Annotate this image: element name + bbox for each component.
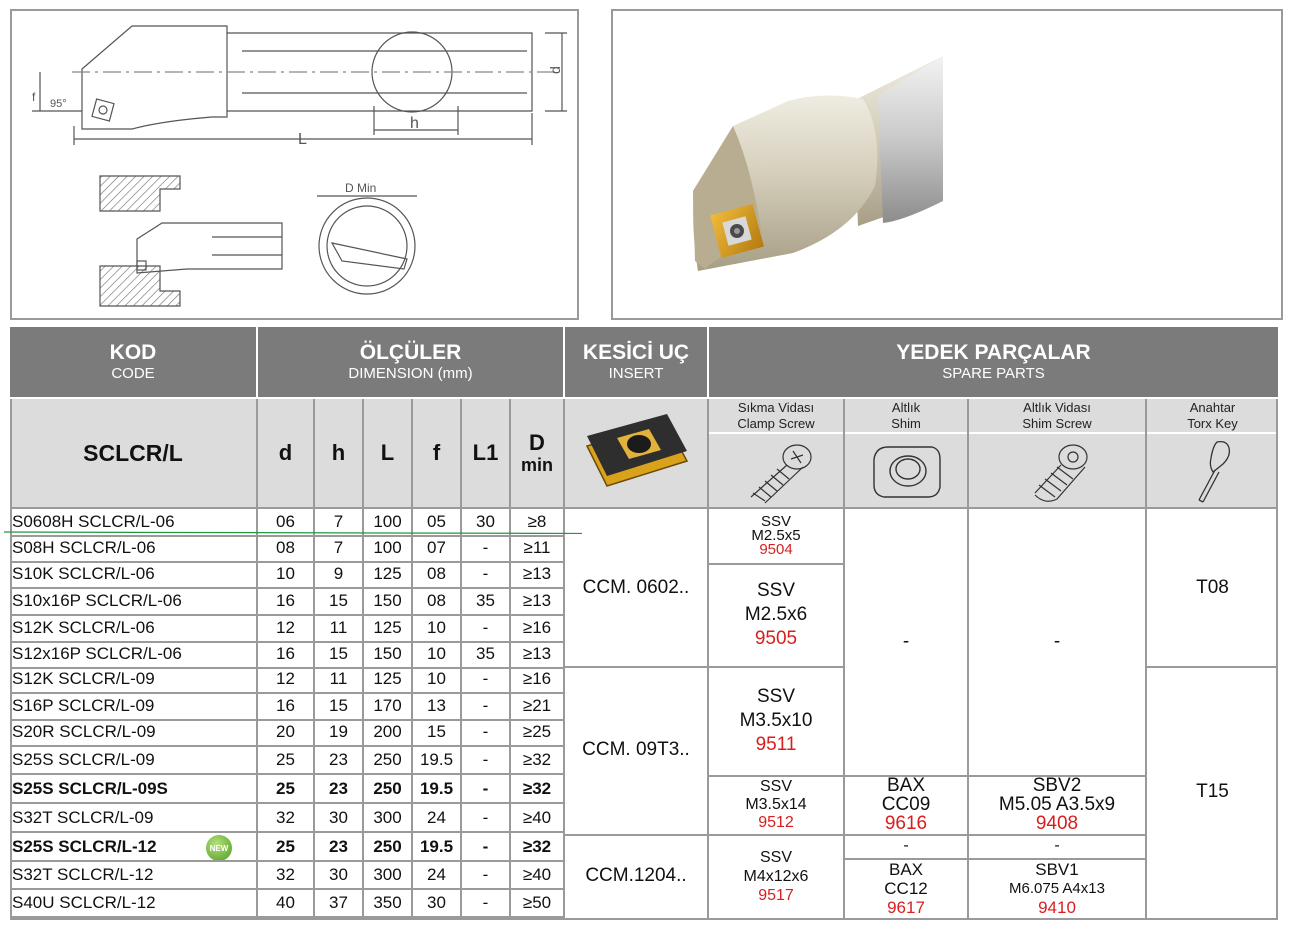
row-h: 23 [329,779,348,798]
shim-screw-cell [969,775,1145,834]
row-code: S32T SCLCR/L-09 [12,808,154,827]
row-code: S25S SCLCR/L-09 [12,750,155,769]
tool-photo-panel [611,9,1283,320]
row-dmin: ≥32 [522,750,552,769]
row-dmin: ≥25 [522,722,552,741]
row-l1: 35 [476,644,495,663]
clamp-screw-cell [709,834,843,918]
header-dimensions-title: ÖLÇÜLER [359,341,462,364]
row-f: 13 [427,696,446,715]
row-f: 24 [427,865,446,884]
row-code: S20R SCLCR/L-09 [12,722,156,741]
row-l: 125 [373,669,402,688]
row-l1: - [482,750,489,769]
highlight-underline [4,531,582,534]
row-l: 150 [373,591,402,610]
shim-screw-header-en: Shim Screw [1022,415,1092,431]
row-l: 125 [373,564,402,583]
shim-screw-cell [969,509,1145,775]
row-h: 7 [333,538,344,557]
row-h: 19 [329,722,348,741]
row-d: 20 [276,722,295,741]
shim-screw-icon [1017,437,1097,505]
clamp-screw-header [709,399,843,432]
row-d: 10 [276,564,295,583]
shim-image [845,434,967,507]
clamp-screw-cell-size: M2.5x6 [744,603,808,625]
row-h: 7 [333,512,344,531]
new-badge-icon: NEW [206,835,232,861]
row-f: 08 [427,564,446,583]
row-d: 08 [276,538,295,557]
row-code: S12K SCLCR/L-06 [12,618,155,637]
row-dmin: ≥13 [522,591,552,610]
row-l1: - [482,618,489,637]
header-kod-title: KOD [109,341,157,364]
col-L: L [364,399,411,507]
clamp-screw-cell-name: SSV [759,848,792,866]
insert-code: CCM. 0602.. [582,576,690,598]
row-d: 25 [276,750,295,769]
row-d: 25 [276,779,295,798]
row-l: 300 [373,865,402,884]
shim-screw-cell-name: SBV1 [1035,859,1079,879]
row-dmin: ≥21 [522,696,552,715]
row-dmin: ≥32 [522,779,552,798]
col-f: f [413,399,460,507]
torx-key-icon [1183,436,1243,506]
row-h: 23 [329,837,348,856]
row-d: 25 [276,837,295,856]
col-h: h [315,399,362,507]
row-dmin: ≥16 [522,618,552,637]
clamp-screw-cell-code: 9511 [755,733,797,755]
clamp-screw-cell-code: 9512 [758,813,794,831]
row-dmin: ≥40 [522,865,552,884]
torx-key-header [1147,399,1278,432]
clamp-screw-cell-size: M2.5x5 [751,527,801,544]
row-l: 200 [373,722,402,741]
header-spare-parts-sub: SPARE PARTS [942,365,1045,382]
series-name: SCLCR/L [10,399,256,507]
header-kod [10,327,256,397]
row-code: S16P SCLCR/L-09 [12,696,155,715]
torx-key-header-en: Torx Key [1187,415,1238,431]
header-insert [565,327,707,397]
row-l: 100 [373,538,402,557]
row-f: 19.5 [419,837,454,856]
row-dmin: ≥13 [522,564,552,583]
shim-screw-cell-size: M5.05 A3.5x9 [998,794,1116,815]
row-f: 07 [427,538,446,557]
row-l1: - [482,893,489,912]
torx-key-image [1147,434,1278,507]
row-l: 300 [373,808,402,827]
row-d: 32 [276,808,295,827]
row-f: 08 [427,591,446,610]
row-h: 30 [329,808,348,827]
row-h: 9 [333,564,344,583]
shim-cell-value: - [903,837,909,854]
shim-screw-cell-value: - [1054,837,1060,854]
clamp-screw-cell-size: M3.5x10 [739,709,813,731]
shim-header-en: Shim [891,415,921,431]
shim-cell-code: 9617 [887,897,925,917]
insert-icon [579,406,694,501]
clamp-screw-image [709,434,843,507]
row-f: 15 [427,722,446,741]
row-code: S12x16P SCLCR/L-06 [12,644,182,663]
torx-key-code: T15 [1196,781,1229,802]
row-l: 100 [373,512,402,531]
boring-bar-photo [613,11,1281,318]
row-f: 05 [427,512,446,531]
row-d: 16 [276,644,295,663]
clamp-screw-header-en: Clamp Screw [737,415,815,431]
clamp-screw-cell-name: SSV [760,513,791,530]
row-f: 10 [427,669,446,688]
row-d: 12 [276,618,295,637]
row-l1: 30 [476,512,495,531]
header-spare-parts-title: YEDEK PARÇALAR [896,341,1091,364]
row-dmin: ≥50 [522,893,552,912]
row-code: S0608H SCLCR/L-06 [12,512,175,531]
insert-code: CCM. 09T3.. [582,739,690,760]
row-l: 170 [373,696,402,715]
header-insert-sub: INSERT [608,365,664,382]
row-l1: - [482,564,489,583]
row-f: 19.5 [419,779,454,798]
row-code: S10K SCLCR/L-06 [12,564,155,583]
shim-screw-cell [969,834,1145,858]
row-f: 19.5 [419,750,454,769]
row-l1: - [482,696,489,715]
col-dmin-top: D [529,430,545,455]
clamp-screw-cell-name: SSV [756,685,796,707]
row-f: 10 [427,618,446,637]
row-code: S40U SCLCR/L-12 [12,893,156,912]
row-dmin: ≥32 [522,837,552,856]
row-dmin: ≥8 [527,512,547,531]
clamp-screw-icon [731,437,821,505]
clamp-screw-cell [709,775,843,834]
row-code: S10x16P SCLCR/L-06 [12,591,182,610]
row-l1: - [482,779,489,798]
row-l1: - [482,808,489,827]
row-l1: - [482,722,489,741]
shim-cell [845,509,967,775]
row-f: 24 [427,808,446,827]
row-d: 12 [276,669,295,688]
header-insert-title: KESİCİ UÇ [582,341,690,364]
row-l: 125 [373,618,402,637]
row-d: 32 [276,865,295,884]
clamp-screw-cell-size: M4x12x6 [743,867,809,885]
row-h: 30 [329,865,348,884]
row-code: S08H SCLCR/L-06 [12,538,156,557]
col-dmin [511,399,563,507]
shim-cell [845,834,967,858]
header-dimensions-sub: DIMENSION (mm) [348,365,473,382]
insert-image-cell [565,399,707,507]
dim-dmin-label: D Min [345,181,377,195]
clamp-screw-cell-name: SSV [759,777,792,795]
torx-key-code: T08 [1196,576,1229,598]
shim-cell [845,858,967,918]
torx-key-header-tr: Anahtar [1189,399,1236,415]
row-code: S25S SCLCR/L-12 [12,837,157,856]
row-d: 16 [276,591,295,610]
clamp-screw-cell-name: SSV [756,579,796,601]
clamp-screw-cell [709,666,843,775]
row-code: S32T SCLCR/L-12 [12,865,154,884]
header-dimensions [258,327,563,397]
shim-cell-name: BAX [886,775,926,796]
row-f: 10 [427,644,446,663]
row-h: 15 [329,696,348,715]
shim-cell-size: CC09 [881,794,931,815]
shim-header-tr: Altlık [891,399,921,415]
row-l: 250 [373,779,402,798]
shim-screw-cell-size: M6.075 A4x13 [1009,879,1105,897]
row-code: S12K SCLCR/L-09 [12,669,155,688]
shim-cell-name: BAX [888,859,924,879]
row-f: 30 [427,893,446,912]
shim-header [845,399,967,432]
col-dmin-bottom: min [520,455,553,475]
row-h: 15 [329,644,348,663]
clamp-screw-cell [709,563,843,666]
row-d: 16 [276,696,295,715]
row-l1: - [482,865,489,884]
row-dmin: ≥13 [522,644,552,663]
row-l: 150 [373,644,402,663]
dim-d-label: d [547,66,563,74]
dim-f-label: f [32,90,36,104]
row-h: 11 [329,618,348,637]
dim-L-label: L [298,131,307,148]
row-dmin: ≥16 [522,669,552,688]
spec-table [10,327,1278,920]
row-h: 37 [329,893,348,912]
row-l1: - [482,538,489,557]
technical-drawing-panel [10,9,579,320]
shim-screw-cell [969,858,1145,918]
row-l1: - [482,837,489,856]
shim-screw-image [969,434,1145,507]
row-l1: 35 [476,591,495,610]
row-dmin: ≥40 [522,808,552,827]
header-kod-sub: CODE [111,365,155,382]
shim-screw-cell-code: 9408 [1035,813,1079,834]
clamp-screw-cell-code: 9504 [759,541,793,558]
shim-screw-header-tr: Altlık Vidası [1023,399,1091,415]
row-h: 11 [329,669,348,688]
row-d: 40 [276,893,295,912]
col-L1: L1 [462,399,509,507]
row-l: 350 [373,893,402,912]
header-spare-parts [709,327,1278,397]
tool-technical-drawing [12,11,577,318]
row-l: 250 [373,750,402,769]
row-d: 06 [276,512,295,531]
shim-screw-cell-code: 9410 [1038,897,1076,917]
row-l: 250 [373,837,402,856]
clamp-screw-cell-code: 9505 [754,627,798,649]
clamp-screw-header-tr: Sıkma Vidası [737,399,815,415]
clamp-screw-cell [709,509,843,563]
shim-cell-size: CC12 [884,878,928,898]
shim-screw-cell-value: - [1053,631,1061,652]
row-l1: - [482,669,489,688]
shim-cell-code: 9616 [884,813,928,834]
clamp-screw-cell-size: M3.5x14 [745,795,807,813]
row-h: 15 [329,591,348,610]
shim-cell [845,775,967,834]
dim-h-label: h [410,115,419,132]
shim-screw-cell-name: SBV2 [1032,775,1082,796]
dim-angle-label: 95° [50,98,67,110]
clamp-screw-cell-code: 9517 [758,886,794,904]
row-code: S25S SCLCR/L-09S [12,779,168,798]
shim-cell-value: - [902,631,910,652]
row-h: 23 [329,750,348,769]
col-d: d [258,399,313,507]
shim-icon [866,439,946,503]
shim-screw-header [969,399,1145,432]
row-dmin: ≥11 [523,538,551,557]
insert-code: CCM.1204.. [585,865,687,886]
